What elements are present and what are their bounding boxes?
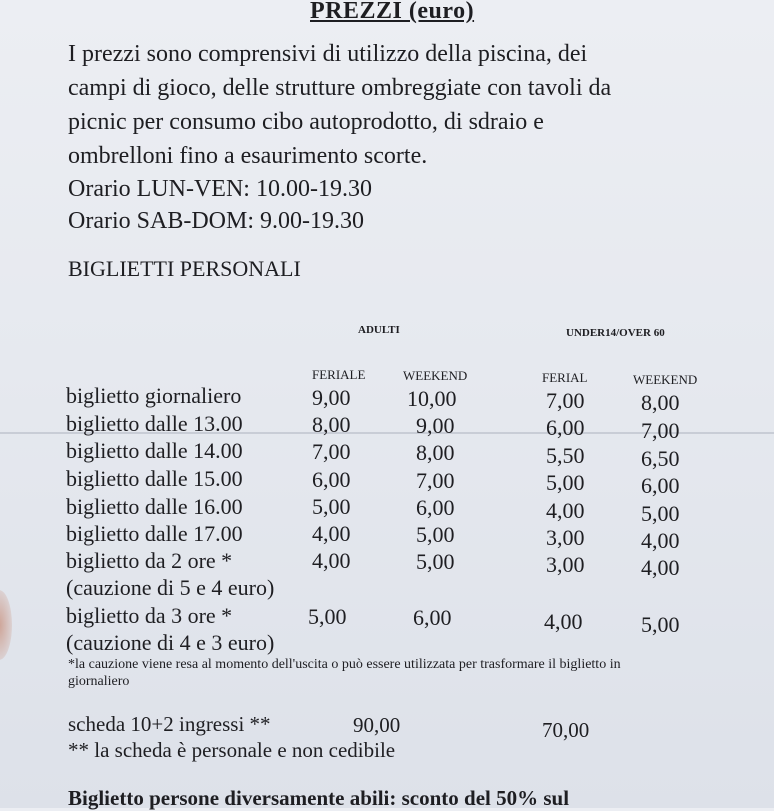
- price-cell: 4,00: [546, 498, 585, 523]
- price-cell: 5,00: [416, 522, 455, 547]
- footnote-line: giornaliero: [68, 674, 130, 689]
- price-cell: 5,00: [641, 501, 680, 526]
- finger-shadow: [0, 590, 12, 660]
- price-cell: 7,00: [416, 468, 455, 493]
- intro-line: campi di gioco, delle strutture ombreggiate con tavoli da: [68, 75, 612, 101]
- price-cell: 7,00: [312, 439, 351, 464]
- price-cell: 6,00: [641, 473, 680, 498]
- intro-line: I prezzi sono comprensivi di utilizzo della piscina, dei: [68, 41, 588, 67]
- price-cell: 8,00: [641, 390, 680, 415]
- table-row-label: biglietto da 2 ore *: [66, 548, 233, 573]
- price-cell: 10,00: [407, 386, 457, 411]
- column-group-adults: ADULTI: [358, 324, 400, 336]
- deposit-note: (cauzione di 5 e 4 euro): [66, 575, 275, 600]
- price-cell: 5,00: [416, 549, 455, 574]
- scheda-adult-price: 90,00: [353, 713, 401, 737]
- intro-line: picnic per consumo cibo autoprodotto, di sdraio e: [68, 109, 544, 135]
- price-cell: 6,00: [312, 467, 351, 492]
- table-row-label: biglietto dalle 14.00: [66, 438, 243, 463]
- price-cell: 4,00: [641, 555, 680, 580]
- table-row-label: biglietto dalle 13.00: [66, 411, 243, 436]
- price-cell: 6,00: [416, 495, 455, 520]
- column-header-under-ferial: FERIAL: [542, 370, 588, 385]
- price-cell: 5,00: [641, 612, 680, 637]
- table-row-label: biglietto dalle 17.00: [66, 521, 243, 546]
- price-cell: 5,50: [546, 443, 585, 468]
- price-cell: 6,50: [641, 446, 680, 471]
- price-cell: 8,00: [312, 412, 351, 437]
- page-title: PREZZI (euro): [310, 0, 475, 24]
- price-cell: 6,00: [413, 605, 452, 630]
- price-cell: 5,00: [312, 494, 351, 519]
- hours-weekend: Orario SAB-DOM: 9.00-19.30: [68, 208, 364, 234]
- price-cell: 9,00: [416, 413, 455, 438]
- price-cell: 6,00: [546, 415, 585, 440]
- table-row-label: biglietto da 3 ore *: [66, 603, 233, 628]
- table-row-label: biglietto dalle 15.00: [66, 466, 243, 491]
- table-row-label: biglietto giornaliero: [66, 383, 242, 408]
- price-cell: 7,00: [641, 418, 680, 443]
- price-cell: 3,00: [546, 552, 585, 577]
- table-row-label: biglietto dalle 16.00: [66, 494, 243, 519]
- scheda-under-price: 70,00: [542, 718, 590, 742]
- column-header-adult-feriale: FERIALE: [312, 367, 366, 382]
- price-cell: 4,00: [544, 609, 583, 634]
- deposit-note: (cauzione di 4 e 3 euro): [66, 630, 275, 655]
- scheda-note: ** la scheda è personale e non cedibile: [68, 738, 396, 762]
- footnote-line: *la cauzione viene resa al momento dell'uscita o può essere utilizzata per trasformare il biglietto in: [68, 657, 621, 672]
- price-cell: 5,00: [308, 604, 347, 629]
- price-cell: 3,00: [546, 525, 585, 550]
- column-header-under-weekend: WEEKEND: [633, 372, 698, 387]
- scheda-label: scheda 10+2 ingressi **: [68, 712, 271, 736]
- price-cell: 7,00: [546, 388, 585, 413]
- price-cell: 4,00: [312, 548, 351, 573]
- section-title: BIGLIETTI PERSONALI: [68, 256, 301, 281]
- price-cell: 5,00: [546, 470, 585, 495]
- price-cell: 9,00: [312, 385, 351, 410]
- disabled-discount-text: Biglietto persone diversamente abili: sconto del 50% sul: [68, 786, 570, 810]
- price-cell: 8,00: [416, 440, 455, 465]
- column-header-adult-weekend: WEEKEND: [403, 368, 468, 383]
- price-cell: 4,00: [641, 528, 680, 553]
- hours-weekday: Orario LUN-VEN: 10.00-19.30: [68, 176, 372, 202]
- intro-line: ombrelloni fino a esaurimento scorte.: [68, 143, 428, 169]
- price-cell: 4,00: [312, 521, 351, 546]
- column-group-under14: UNDER14/OVER 60: [566, 327, 665, 339]
